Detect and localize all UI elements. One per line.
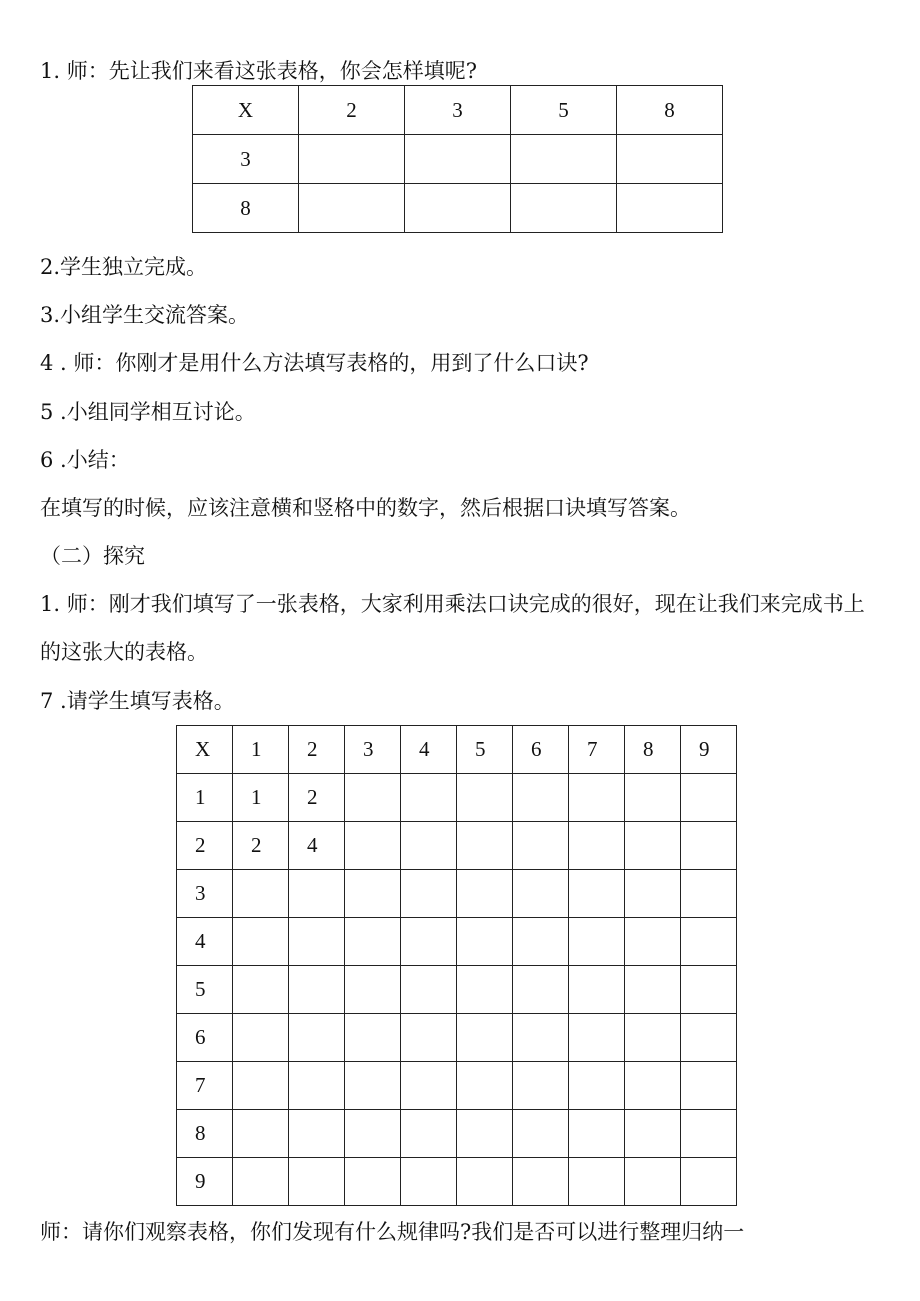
table-cell: 3 bbox=[405, 86, 511, 135]
table-cell bbox=[625, 774, 681, 822]
table-cell: 3 bbox=[177, 870, 233, 918]
table-cell bbox=[345, 918, 401, 966]
table-cell bbox=[401, 1110, 457, 1158]
table-cell bbox=[681, 966, 737, 1014]
table-cell bbox=[625, 966, 681, 1014]
table-cell bbox=[625, 1158, 681, 1206]
table-cell: 2 bbox=[289, 726, 345, 774]
table-cell: 2 bbox=[299, 86, 405, 135]
table-cell bbox=[289, 918, 345, 966]
table-row bbox=[177, 774, 737, 822]
step-2: 2.学生独立完成。 bbox=[40, 255, 208, 279]
table-cell bbox=[289, 1014, 345, 1062]
table-cell bbox=[625, 1062, 681, 1110]
table-cell bbox=[625, 1014, 681, 1062]
table-cell bbox=[513, 1110, 569, 1158]
table-cell bbox=[617, 135, 723, 184]
step-3: 3.小组学生交流答案。 bbox=[40, 303, 250, 327]
table-row bbox=[177, 1062, 737, 1110]
table-cell bbox=[569, 1110, 625, 1158]
table-cell bbox=[345, 870, 401, 918]
table-cell: 2 bbox=[289, 774, 345, 822]
table-cell bbox=[681, 774, 737, 822]
table-header-row bbox=[177, 726, 737, 774]
table-cell bbox=[457, 1158, 513, 1206]
small-multiplication-table bbox=[192, 85, 723, 233]
table-cell bbox=[569, 774, 625, 822]
table-cell: 1 bbox=[233, 726, 289, 774]
table-cell bbox=[457, 870, 513, 918]
table-row bbox=[177, 1014, 737, 1062]
table-cell bbox=[625, 822, 681, 870]
table-cell bbox=[681, 1014, 737, 1062]
table-cell bbox=[401, 1062, 457, 1110]
table-cell bbox=[513, 918, 569, 966]
table-cell: 9 bbox=[681, 726, 737, 774]
table-cell bbox=[569, 966, 625, 1014]
table-cell: 1 bbox=[233, 774, 289, 822]
table-cell bbox=[345, 1014, 401, 1062]
table-cell: 7 bbox=[569, 726, 625, 774]
table-cell bbox=[345, 1062, 401, 1110]
table-header-row bbox=[193, 86, 723, 135]
table-cell bbox=[625, 1110, 681, 1158]
table-cell bbox=[625, 870, 681, 918]
table-cell bbox=[405, 184, 511, 233]
table-cell bbox=[511, 135, 617, 184]
table-cell: 8 bbox=[193, 184, 299, 233]
step-6: 6 .小结： bbox=[40, 448, 130, 472]
table-cell bbox=[457, 966, 513, 1014]
table-cell: 3 bbox=[345, 726, 401, 774]
table-row bbox=[177, 822, 737, 870]
table-cell bbox=[569, 870, 625, 918]
table-cell bbox=[513, 1062, 569, 1110]
explore-step-1: 1. 师：刚才我们填写了一张表格，大家利用乘法口诀完成的很好，现在让我们来完成书上的这张大的表格。 bbox=[40, 592, 865, 664]
table-cell: 5 bbox=[511, 86, 617, 135]
table-cell bbox=[457, 822, 513, 870]
table-cell bbox=[617, 184, 723, 233]
table-row bbox=[177, 1158, 737, 1206]
step-4: 4 . 师：你刚才是用什么方法填写表格的，用到了什么口诀? bbox=[40, 351, 589, 375]
step-5: 5 .小组同学相互讨论。 bbox=[40, 400, 256, 424]
table-cell bbox=[299, 184, 405, 233]
table-cell: 5 bbox=[177, 966, 233, 1014]
table-cell bbox=[289, 1110, 345, 1158]
table-cell bbox=[457, 1110, 513, 1158]
table-cell bbox=[233, 1158, 289, 1206]
table-cell bbox=[569, 1158, 625, 1206]
table-cell bbox=[299, 135, 405, 184]
table-cell: 8 bbox=[625, 726, 681, 774]
table-cell: 6 bbox=[177, 1014, 233, 1062]
table-row bbox=[177, 918, 737, 966]
table-cell bbox=[513, 822, 569, 870]
table-cell bbox=[513, 774, 569, 822]
table-cell bbox=[681, 918, 737, 966]
summary-text: 在填写的时候，应该注意横和竖格中的数字，然后根据口诀填写答案。 bbox=[40, 496, 691, 520]
table-cell: 4 bbox=[289, 822, 345, 870]
table-cell bbox=[289, 966, 345, 1014]
table-cell: 2 bbox=[233, 822, 289, 870]
table-cell bbox=[401, 1014, 457, 1062]
table-cell: 2 bbox=[177, 822, 233, 870]
table-cell bbox=[401, 774, 457, 822]
table-row bbox=[193, 184, 723, 233]
intro-text: 1. 师：先让我们来看这张表格，你会怎样填呢? bbox=[40, 59, 477, 83]
table-cell: 4 bbox=[401, 726, 457, 774]
full-multiplication-table bbox=[176, 725, 737, 1206]
table-cell bbox=[289, 1062, 345, 1110]
table-cell: 1 bbox=[177, 774, 233, 822]
table-cell bbox=[401, 966, 457, 1014]
table-cell bbox=[681, 1158, 737, 1206]
table-cell bbox=[233, 966, 289, 1014]
table-cell bbox=[569, 918, 625, 966]
table-cell bbox=[233, 1062, 289, 1110]
table-cell: 3 bbox=[193, 135, 299, 184]
table-cell bbox=[401, 1158, 457, 1206]
table-cell bbox=[569, 1014, 625, 1062]
table-cell bbox=[511, 184, 617, 233]
table-cell bbox=[457, 918, 513, 966]
table-cell: 8 bbox=[617, 86, 723, 135]
table-cell bbox=[289, 870, 345, 918]
table-cell bbox=[457, 774, 513, 822]
table-cell bbox=[289, 1158, 345, 1206]
table-cell bbox=[233, 918, 289, 966]
table-cell bbox=[405, 135, 511, 184]
table-cell bbox=[513, 1014, 569, 1062]
table-cell bbox=[345, 822, 401, 870]
table-cell bbox=[569, 1062, 625, 1110]
table-cell bbox=[625, 918, 681, 966]
table-cell bbox=[513, 870, 569, 918]
table-cell bbox=[457, 1062, 513, 1110]
table-row bbox=[177, 1110, 737, 1158]
section-heading: （二）探究 bbox=[40, 544, 145, 568]
table-cell bbox=[681, 822, 737, 870]
table-row bbox=[177, 870, 737, 918]
table-cell: 6 bbox=[513, 726, 569, 774]
table-cell bbox=[233, 1014, 289, 1062]
table-cell bbox=[345, 774, 401, 822]
table-row bbox=[177, 966, 737, 1014]
table-cell: 5 bbox=[457, 726, 513, 774]
table-cell bbox=[233, 870, 289, 918]
table-cell bbox=[681, 870, 737, 918]
table-cell bbox=[345, 1158, 401, 1206]
table-cell: 9 bbox=[177, 1158, 233, 1206]
table-cell bbox=[401, 870, 457, 918]
table-cell bbox=[345, 1110, 401, 1158]
table-cell bbox=[457, 1014, 513, 1062]
table-cell bbox=[681, 1062, 737, 1110]
table-cell bbox=[401, 918, 457, 966]
explore-step-7: 7 .请学生填写表格。 bbox=[40, 689, 235, 713]
table-cell bbox=[569, 822, 625, 870]
table-cell: 8 bbox=[177, 1110, 233, 1158]
table-cell: 4 bbox=[177, 918, 233, 966]
closing-text: 师：请你们观察表格，你们发现有什么规律吗?我们是否可以进行整理归纳一 bbox=[40, 1220, 745, 1244]
table-cell bbox=[233, 1110, 289, 1158]
table-cell bbox=[513, 966, 569, 1014]
table-cell bbox=[681, 1110, 737, 1158]
table-cell: 7 bbox=[177, 1062, 233, 1110]
table-cell: X bbox=[193, 86, 299, 135]
table-cell bbox=[513, 1158, 569, 1206]
table-cell bbox=[401, 822, 457, 870]
table-cell: X bbox=[177, 726, 233, 774]
table-row bbox=[193, 135, 723, 184]
table-cell bbox=[345, 966, 401, 1014]
